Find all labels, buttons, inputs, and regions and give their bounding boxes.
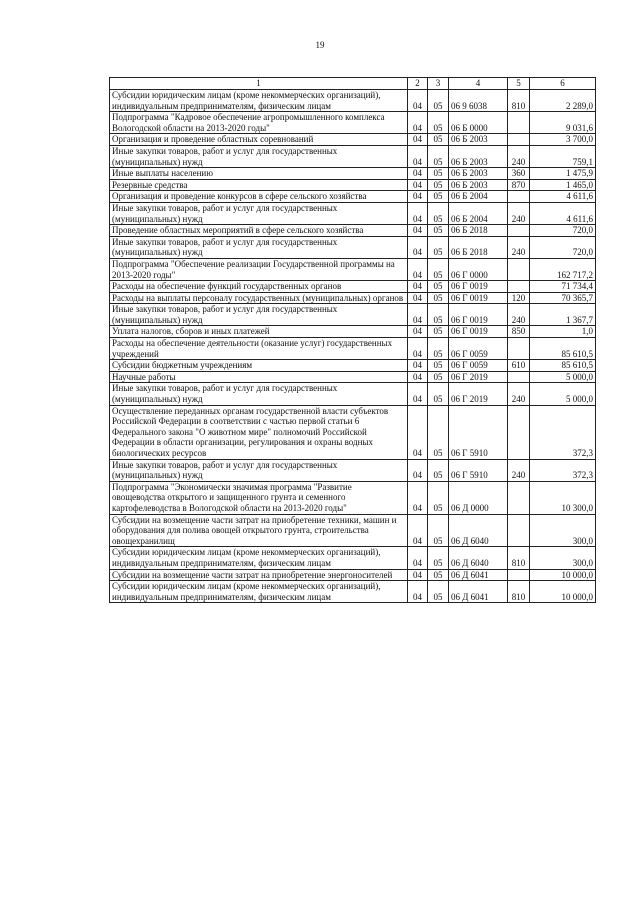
row-target-article-cell: 06 Д 6041	[449, 581, 508, 603]
header-col-2: 2	[408, 78, 428, 90]
row-name-cell: Субсидии юридическим лицам (кроме некоммерческих организаций), индивидуальным предпринимателям, физическим лицам	[110, 547, 408, 569]
row-target-article-cell: 06 Д 0000	[449, 481, 508, 514]
row-name-cell: Подпрограмма "Обеспечение реализации Государственной программы на 2013-2020 годы"	[110, 258, 408, 280]
row-expense-type-cell: 240	[508, 383, 530, 405]
row-target-article-cell: 06 Г 0019	[449, 326, 508, 338]
row-section-cell: 04	[408, 292, 428, 304]
row-expense-type-cell: 240	[508, 202, 530, 224]
row-subsection-cell: 05	[428, 338, 449, 360]
row-target-article-cell: 06 Б 0000	[449, 112, 508, 134]
row-name-cell: Иные закупки товаров, работ и услуг для государственных (муниципальных) нужд	[110, 459, 408, 481]
row-subsection-cell: 05	[428, 112, 449, 134]
row-section-cell: 04	[408, 90, 428, 112]
row-amount-cell: 372,3	[530, 405, 596, 459]
row-target-article-cell: 06 Д 6040	[449, 547, 508, 569]
row-expense-type-cell	[508, 112, 530, 134]
row-section-cell: 04	[408, 581, 428, 603]
row-target-article-cell: 06 Г 5910	[449, 405, 508, 459]
row-expense-type-cell: 120	[508, 292, 530, 304]
row-section-cell: 04	[408, 281, 428, 293]
row-target-article-cell: 06 Г 5910	[449, 459, 508, 481]
row-target-article-cell: 06 Б 2004	[449, 202, 508, 224]
row-section-cell: 04	[408, 145, 428, 167]
row-target-article-cell: 06 Г 0059	[449, 338, 508, 360]
row-name-cell: Научные работы	[110, 371, 408, 383]
table-row	[110, 304, 596, 326]
row-name-cell: Иные закупки товаров, работ и услуг для государственных (муниципальных) нужд	[110, 145, 408, 167]
row-subsection-cell: 05	[428, 547, 449, 569]
row-subsection-cell: 05	[428, 481, 449, 514]
row-amount-cell: 720,0	[530, 236, 596, 258]
row-target-article-cell: 06 Г 0000	[449, 258, 508, 280]
row-expense-type-cell	[508, 191, 530, 203]
row-amount-cell: 9 031,6	[530, 112, 596, 134]
table-row	[110, 547, 596, 569]
row-target-article-cell: 06 Б 2003	[449, 134, 508, 146]
row-expense-type-cell	[508, 481, 530, 514]
row-subsection-cell: 05	[428, 326, 449, 338]
table-row	[110, 179, 596, 191]
row-target-article-cell: 06 Б 2004	[449, 191, 508, 203]
table-row	[110, 338, 596, 360]
row-section-cell: 04	[408, 371, 428, 383]
header-col-6: 6	[530, 78, 596, 90]
row-target-article-cell: 06 Д 6040	[449, 514, 508, 547]
row-expense-type-cell	[508, 281, 530, 293]
row-expense-type-cell: 240	[508, 145, 530, 167]
row-amount-cell: 3 700,0	[530, 134, 596, 146]
row-section-cell: 04	[408, 338, 428, 360]
table-row	[110, 459, 596, 481]
row-subsection-cell: 05	[428, 514, 449, 547]
row-target-article-cell: 06 Б 2018	[449, 236, 508, 258]
row-section-cell: 04	[408, 112, 428, 134]
row-section-cell: 04	[408, 405, 428, 459]
row-subsection-cell: 05	[428, 236, 449, 258]
row-subsection-cell: 05	[428, 202, 449, 224]
row-name-cell: Расходы на обеспечение деятельности (оказание услуг) государственных учреждений	[110, 338, 408, 360]
row-target-article-cell: 06 Б 2018	[449, 225, 508, 237]
row-section-cell: 04	[408, 225, 428, 237]
row-amount-cell: 85 610,5	[530, 360, 596, 372]
table-header-row	[110, 78, 596, 90]
row-name-cell: Проведение областных мероприятий в сфере сельского хозяйства	[110, 225, 408, 237]
row-target-article-cell: 06 Б 2003	[449, 168, 508, 180]
header-col-4: 4	[449, 78, 508, 90]
row-amount-cell: 10 000,0	[530, 581, 596, 603]
row-subsection-cell: 05	[428, 292, 449, 304]
row-amount-cell: 1 475,9	[530, 168, 596, 180]
row-expense-type-cell: 810	[508, 581, 530, 603]
row-subsection-cell: 05	[428, 405, 449, 459]
row-amount-cell: 4 611,6	[530, 191, 596, 203]
row-amount-cell: 372,3	[530, 459, 596, 481]
table-row	[110, 581, 596, 603]
row-section-cell: 04	[408, 360, 428, 372]
row-section-cell: 04	[408, 547, 428, 569]
table-row	[110, 383, 596, 405]
table-row	[110, 481, 596, 514]
row-subsection-cell: 05	[428, 371, 449, 383]
row-name-cell: Иные выплаты населению	[110, 168, 408, 180]
header-col-5: 5	[508, 78, 530, 90]
table-row	[110, 112, 596, 134]
row-expense-type-cell: 240	[508, 304, 530, 326]
row-subsection-cell: 05	[428, 90, 449, 112]
row-amount-cell: 85 610,5	[530, 338, 596, 360]
row-section-cell: 04	[408, 236, 428, 258]
row-subsection-cell: 05	[428, 569, 449, 581]
row-expense-type-cell: 360	[508, 168, 530, 180]
row-expense-type-cell: 240	[508, 236, 530, 258]
table-row	[110, 326, 596, 338]
row-amount-cell: 5 000,0	[530, 371, 596, 383]
row-name-cell: Субсидии юридическим лицам (кроме некоммерческих организаций), индивидуальным предпринимателям, физическим лицам	[110, 90, 408, 112]
row-target-article-cell: 06 Г 2019	[449, 383, 508, 405]
row-subsection-cell: 05	[428, 360, 449, 372]
row-subsection-cell: 05	[428, 168, 449, 180]
table-row	[110, 281, 596, 293]
row-name-cell: Организация и проведение областных соревнований	[110, 134, 408, 146]
row-expense-type-cell: 850	[508, 326, 530, 338]
table-row	[110, 236, 596, 258]
table-row	[110, 191, 596, 203]
row-expense-type-cell: 810	[508, 90, 530, 112]
header-col-1: 1	[110, 78, 408, 90]
row-name-cell: Субсидии бюджетным учреждениям	[110, 360, 408, 372]
row-subsection-cell: 05	[428, 258, 449, 280]
table-row	[110, 514, 596, 547]
row-amount-cell: 300,0	[530, 547, 596, 569]
row-expense-type-cell	[508, 258, 530, 280]
table-row	[110, 569, 596, 581]
row-expense-type-cell: 610	[508, 360, 530, 372]
row-target-article-cell: 06 Г 0059	[449, 360, 508, 372]
row-expense-type-cell: 240	[508, 459, 530, 481]
row-section-cell: 04	[408, 134, 428, 146]
row-amount-cell: 300,0	[530, 514, 596, 547]
row-name-cell: Осуществление переданных органам государственной власти субъектов Российской Федерации в соответствии с частью первой статьи 6 Федерального закона "О животном мире" полномочий Российской Федерации в области организации, регулирования и охраны водных биологических ресурсов	[110, 405, 408, 459]
row-name-cell: Подпрограмма "Кадровое обеспечение агропромышленного комплекса Вологодской области на 2013-2020 годы"	[110, 112, 408, 134]
table-row	[110, 405, 596, 459]
row-name-cell: Уплата налогов, сборов и иных платежей	[110, 326, 408, 338]
row-expense-type-cell	[508, 338, 530, 360]
budget-table	[109, 77, 596, 603]
row-name-cell: Субсидии на возмещение части затрат на приобретение энергоносителей	[110, 569, 408, 581]
row-amount-cell: 71 734,4	[530, 281, 596, 293]
header-col-3: 3	[428, 78, 449, 90]
row-target-article-cell: 06 Б 2003	[449, 179, 508, 191]
row-target-article-cell: 06 Г 0019	[449, 292, 508, 304]
row-section-cell: 04	[408, 459, 428, 481]
table-row	[110, 168, 596, 180]
row-target-article-cell: 06 Б 2003	[449, 145, 508, 167]
row-amount-cell: 1,0	[530, 326, 596, 338]
row-expense-type-cell	[508, 405, 530, 459]
row-subsection-cell: 05	[428, 581, 449, 603]
row-amount-cell: 10 000,0	[530, 569, 596, 581]
row-subsection-cell: 05	[428, 281, 449, 293]
row-amount-cell: 70 365,7	[530, 292, 596, 304]
row-amount-cell: 1 465,0	[530, 179, 596, 191]
row-subsection-cell: 05	[428, 191, 449, 203]
row-name-cell: Иные закупки товаров, работ и услуг для государственных (муниципальных) нужд	[110, 236, 408, 258]
row-expense-type-cell: 870	[508, 179, 530, 191]
row-amount-cell: 759,1	[530, 145, 596, 167]
row-section-cell: 04	[408, 326, 428, 338]
row-section-cell: 04	[408, 168, 428, 180]
row-expense-type-cell	[508, 371, 530, 383]
row-target-article-cell: 06 Г 2019	[449, 371, 508, 383]
row-name-cell: Иные закупки товаров, работ и услуг для государственных (муниципальных) нужд	[110, 202, 408, 224]
table-row	[110, 145, 596, 167]
row-amount-cell: 10 300,0	[530, 481, 596, 514]
row-name-cell: Иные закупки товаров, работ и услуг для государственных (муниципальных) нужд	[110, 383, 408, 405]
row-name-cell: Подпрограмма "Экономически значимая программа "Развитие овощеводства открытого и защищенного грунта и семенного картофелеводства в Вологодской области на 2013-2020 годы"	[110, 481, 408, 514]
row-name-cell: Резервные средства	[110, 179, 408, 191]
row-name-cell: Организация и проведение конкурсов в сфере сельского хозяйства	[110, 191, 408, 203]
row-name-cell: Иные закупки товаров, работ и услуг для государственных (муниципальных) нужд	[110, 304, 408, 326]
row-amount-cell: 1 367,7	[530, 304, 596, 326]
row-target-article-cell: 06 9 6038	[449, 90, 508, 112]
row-subsection-cell: 05	[428, 179, 449, 191]
row-expense-type-cell	[508, 569, 530, 581]
row-section-cell: 04	[408, 202, 428, 224]
table-row	[110, 202, 596, 224]
row-expense-type-cell	[508, 225, 530, 237]
row-expense-type-cell	[508, 134, 530, 146]
row-amount-cell: 720,0	[530, 225, 596, 237]
table-row	[110, 134, 596, 146]
row-section-cell: 04	[408, 179, 428, 191]
row-target-article-cell: 06 Д 6041	[449, 569, 508, 581]
table-row	[110, 258, 596, 280]
row-section-cell: 04	[408, 304, 428, 326]
row-subsection-cell: 05	[428, 459, 449, 481]
table-row	[110, 371, 596, 383]
row-subsection-cell: 05	[428, 304, 449, 326]
row-name-cell: Расходы на обеспечение функций государственных органов	[110, 281, 408, 293]
table-row	[110, 360, 596, 372]
row-target-article-cell: 06 Г 0019	[449, 304, 508, 326]
table-row	[110, 225, 596, 237]
row-name-cell: Субсидии на возмещение части затрат на приобретение техники, машин и оборудования для полива овощей открытого грунта, строительства овощехранилищ	[110, 514, 408, 547]
row-section-cell: 04	[408, 481, 428, 514]
row-section-cell: 04	[408, 514, 428, 547]
row-subsection-cell: 05	[428, 383, 449, 405]
row-section-cell: 04	[408, 258, 428, 280]
row-amount-cell: 2 289,0	[530, 90, 596, 112]
row-expense-type-cell	[508, 514, 530, 547]
page-number: 19	[315, 40, 325, 50]
row-name-cell: Расходы на выплаты персоналу государственных (муниципальных) органов	[110, 292, 408, 304]
row-section-cell: 04	[408, 383, 428, 405]
row-amount-cell: 5 000,0	[530, 383, 596, 405]
row-subsection-cell: 05	[428, 225, 449, 237]
row-amount-cell: 4 611,6	[530, 202, 596, 224]
row-section-cell: 04	[408, 569, 428, 581]
row-amount-cell: 162 717,2	[530, 258, 596, 280]
table-row	[110, 292, 596, 304]
table-row	[110, 90, 596, 112]
row-target-article-cell: 06 Г 0019	[449, 281, 508, 293]
row-subsection-cell: 05	[428, 134, 449, 146]
row-expense-type-cell: 810	[508, 547, 530, 569]
row-section-cell: 04	[408, 191, 428, 203]
row-subsection-cell: 05	[428, 145, 449, 167]
row-name-cell: Субсидии юридическим лицам (кроме некоммерческих организаций), индивидуальным предпринимателям, физическим лицам	[110, 581, 408, 603]
